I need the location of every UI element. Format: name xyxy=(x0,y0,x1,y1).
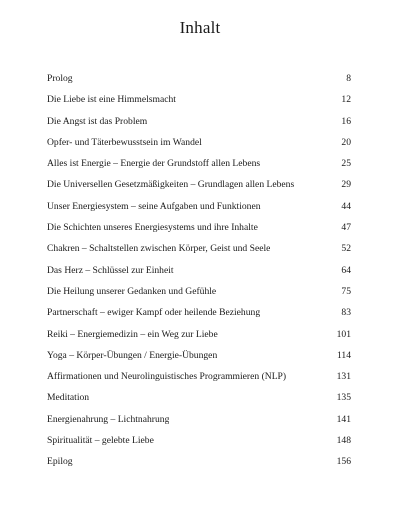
toc-entry-title: Chakren – Schaltstellen zwischen Körper, Geist und Seele xyxy=(47,243,271,255)
toc-entry xyxy=(47,111,351,132)
toc-entry-title: Energienahrung – Lichtnahrung xyxy=(47,413,170,425)
toc-entry xyxy=(47,366,351,387)
toc-entry-page-number: 52 xyxy=(341,243,351,255)
toc-entry xyxy=(47,238,351,259)
toc-entry-title: Die Heilung unserer Gedanken und Gefühle xyxy=(47,285,217,297)
toc-entry-title: Die Universellen Gesetzmäßigkeiten – Grundlagen allen Lebens xyxy=(47,179,295,191)
toc-entry-page-number: 83 xyxy=(341,307,351,319)
toc-entry-page-number: 16 xyxy=(341,115,351,127)
toc-entry-page-number: 101 xyxy=(336,328,351,340)
toc-entry-title: Opfer- und Täterbewusstsein im Wandel xyxy=(47,136,202,148)
toc-entry-page-number: 156 xyxy=(336,456,351,468)
toc-entry-page-number: 114 xyxy=(336,349,351,361)
toc-entry xyxy=(47,302,351,323)
toc-entry-title: Partnerschaft – ewiger Kampf oder heilende Beziehung xyxy=(47,307,261,319)
toc-entry xyxy=(47,430,351,451)
toc-entry-title: Die Angst ist das Problem xyxy=(47,115,148,127)
toc-entry xyxy=(47,345,351,366)
toc-entry xyxy=(47,68,351,89)
toc-entry-title: Das Herz – Schlüssel zur Einheit xyxy=(47,264,174,276)
toc-entry-page-number: 20 xyxy=(341,136,351,148)
toc-entry-page-number: 8 xyxy=(346,73,351,84)
toc-entry-page-number: 64 xyxy=(341,264,351,276)
toc-entry-page-number: 25 xyxy=(341,158,351,170)
table-of-contents xyxy=(47,68,351,473)
toc-entry-title: Epilog xyxy=(47,456,73,468)
toc-entry-title: Unser Energiesystem – seine Aufgaben und Funktionen xyxy=(47,200,261,212)
toc-entry-title: Meditation xyxy=(47,392,90,404)
toc-entry-title: Spiritualität – gelebte Liebe xyxy=(47,435,154,447)
toc-entry-page-number: 131 xyxy=(336,371,351,383)
toc-entry-page-number: 75 xyxy=(341,285,351,297)
toc-entry-title: Yoga – Körper-Übungen / Energie-Übungen xyxy=(47,349,218,361)
toc-entry xyxy=(47,153,351,174)
toc-entry-title: Affirmationen und Neurolinguistisches Programmieren (NLP) xyxy=(47,371,287,383)
toc-entry-page-number: 141 xyxy=(336,413,351,425)
toc-entry-page-number: 12 xyxy=(341,94,351,106)
toc-entry xyxy=(47,217,351,238)
toc-entry-title: Die Schichten unseres Energiesystems und ihre Inhalte xyxy=(47,222,258,234)
toc-entry-page-number: 29 xyxy=(341,179,351,191)
toc-entry-title: Prolog xyxy=(47,73,73,84)
toc-entry xyxy=(47,324,351,345)
toc-entry xyxy=(47,132,351,153)
toc-entry xyxy=(47,196,351,217)
page-title: Inhalt xyxy=(179,18,221,37)
toc-entry xyxy=(47,409,351,430)
toc-entry xyxy=(47,260,351,281)
toc-entry-page-number: 47 xyxy=(341,222,351,234)
toc-entry-page-number: 44 xyxy=(341,200,351,212)
toc-entry-title: Reiki – Energiemedizin – ein Weg zur Liebe xyxy=(47,328,218,340)
toc-entry-page-number: 135 xyxy=(336,392,351,404)
toc-entry xyxy=(47,89,351,110)
toc-entry xyxy=(47,387,351,408)
toc-entry-page-number: 148 xyxy=(336,435,351,447)
toc-entry xyxy=(47,174,351,195)
toc-entry-title: Alles ist Energie – Energie der Grundstoff allen Lebens xyxy=(47,158,261,170)
toc-entry xyxy=(47,451,351,472)
toc-entry xyxy=(47,281,351,302)
toc-entry-title: Die Liebe ist eine Himmelsmacht xyxy=(47,94,176,106)
